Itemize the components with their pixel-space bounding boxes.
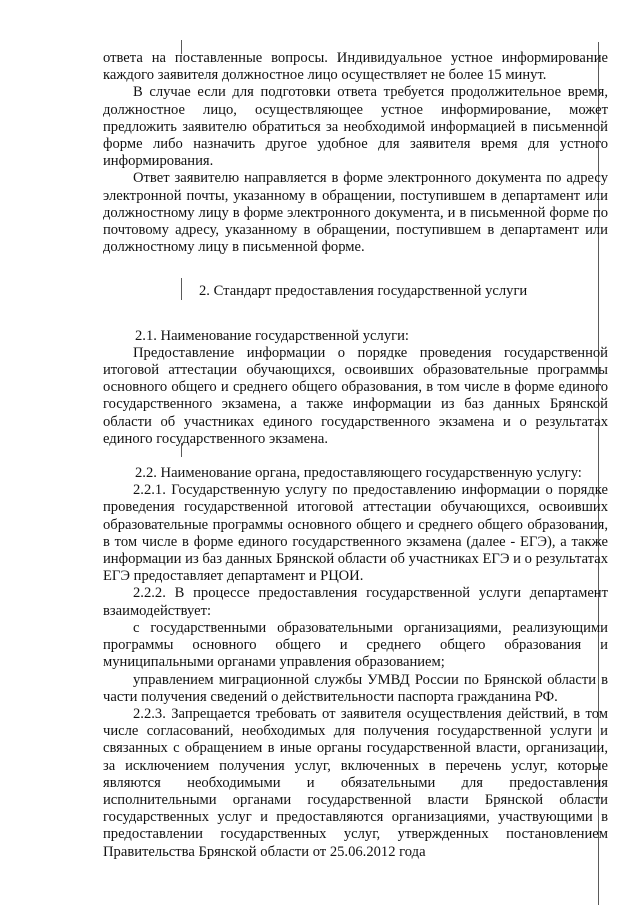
heading-2-2: 2.2. Наименование органа, предоставляющего государственную услугу: [135, 465, 582, 482]
paragraph-electronic-answer: Ответ заявителю направляется в форме электронного документа по адресу электронной почты, указанному в обращении, поступившем в департамент или должностному лицу в форме электронного документа, и в письменной форме по почтовому адресу, указанному в обращении, поступившем в департамент или должностному лицу в письменной форме. [103, 170, 608, 256]
document-body [103, 50, 608, 861]
paragraph-2-2-2-a: с государственными образовательными организациями, реализующими программы основного общего и среднего общего образования и муниципальными органами управления образованием; [103, 619, 608, 671]
paragraph-2-2-2-b: управлением миграционной службы УМВД России по Брянской области в части получения сведений о действительности паспорта гражданина РФ. [103, 671, 608, 705]
paragraph-long-answer: В случае если для подготовки ответа требуется продолжительное время, должностное лицо, осуществляющее устное информирование, может предложить заявителю обратиться за необходимой информацией в письменной форме либо назначить другое удобное для заявителя время для устного информирования. [103, 84, 608, 170]
spacer [103, 448, 608, 465]
paragraph-2-2-3: 2.2.3. Запрещается требовать от заявителя осуществления действий, в том числе согласований, необходимых для получения государственной услуги и связанных с обращением в иные органы государственной власти, организации, за исключением получения услуг, включенных в перечень услуг, которые являются необходимыми и обязательными для предоставления исполнительными органами государственной власти Брянской области государственных услуг и предоставляются организациями, участвующими в предоставлении государственных услуг, утвержденных постановлением Правительства Брянской области от 25.06.2012 года [103, 705, 608, 860]
paragraph-2-1-text: Предоставление информации о порядке проведения государственной итоговой аттестации обучающихся, освоивших образовательные программы основного общего и среднего общего образования, в том числе в форме единого государственного экзамена, а также информации из баз данных Брянской области об участниках единого государственного экзамена и о результатах единого государственного экзамена. [103, 344, 608, 447]
paragraph-2-2-2: 2.2.2. В процессе предоставления государственной услуги департамент взаимодействует: [103, 585, 608, 619]
paragraph-2-2-1: 2.2.1. Государственную услугу по предоставлению информации о порядке проведения государственной итоговой аттестации обучающихся, освоивших образовательные программы основного общего и среднего общего образования, в том числе в форме единого государственного экзамена (далее - ЕГЭ), а также информации из баз данных Брянской области об участниках ЕГЭ и о результатах ЕГЭ предоставляет департамент и РЦОИ. [103, 482, 608, 585]
section-title: 2. Стандарт предоставления государственной услуги [199, 283, 528, 300]
heading-2-1: 2.1. Наименование государственной услуги: [135, 327, 409, 344]
paragraph-answer-time: ответа на поставленные вопросы. Индивидуальное устное информирование каждого заявителя должностное лицо осуществляет не более 15 минут. [103, 50, 608, 84]
